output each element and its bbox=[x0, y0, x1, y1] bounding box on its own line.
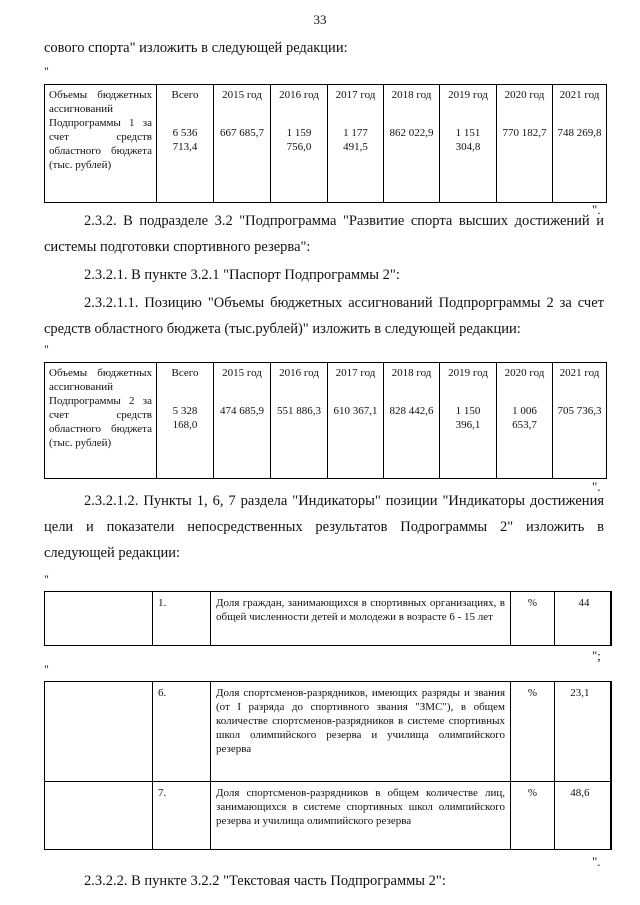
header-2016: 2016 год bbox=[279, 367, 319, 379]
value-2019: 1 150 396,1 bbox=[455, 405, 481, 431]
open-quote: " bbox=[44, 342, 49, 356]
close-quote-1: ". bbox=[592, 202, 601, 217]
table-row bbox=[45, 782, 611, 850]
value-2021: 705 736,3 bbox=[557, 405, 602, 417]
indicator-unit: % bbox=[511, 682, 555, 782]
budget-label-2: Объемы бюджетных ассигнований Подпрограммы 2 за счет средств областного бюджета (тыс. рублей) bbox=[45, 363, 157, 479]
paragraph-2-3-2: 2.3.2. В подразделе 3.2 "Подпрограмма "Развитие спорта высших достижений и системы подготовки спортивного резерва": bbox=[44, 213, 604, 255]
header-2019: 2019 год bbox=[448, 89, 488, 101]
paragraph-2-3-2-2: 2.3.2.2. В пункте 3.2.2 "Текстовая часть Подпрограммы 2": bbox=[84, 873, 446, 889]
budget-table-1 bbox=[44, 84, 607, 203]
open-quote: " bbox=[44, 662, 49, 676]
header-2017: 2017 год bbox=[335, 367, 376, 379]
header-2021: 2021 год bbox=[559, 367, 600, 379]
header-2020: 2020 год bbox=[504, 89, 545, 101]
value-2017: 1 177 491,5 bbox=[343, 127, 368, 153]
header-2015: 2015 год bbox=[222, 367, 262, 379]
value-2019: 1 151 304,8 bbox=[455, 127, 481, 153]
value-2016: 1 159 756,0 bbox=[286, 127, 312, 153]
value-2017: 610 367,1 bbox=[333, 405, 378, 417]
value-total: 6 536 713,4 bbox=[172, 127, 198, 153]
header-2016: 2016 год bbox=[279, 89, 319, 101]
value-2018: 862 022,9 bbox=[389, 127, 434, 139]
open-quote: " bbox=[44, 572, 49, 586]
paragraph-2-3-2-1: 2.3.2.1. В пункте 3.2.1 "Паспорт Подпрограммы 2": bbox=[84, 267, 400, 283]
indicator-text: Доля спортсменов-разрядников, имеющих разряды и звания (от I разряда до спортивного звания "ЗМС"), в общем количестве спортсменов-разрядников в системе спортивных школ олимпийского резерва и училища олимпийского резерва bbox=[211, 682, 511, 782]
paragraph-2-3-2-1-2: 2.3.2.1.2. Пункты 1, 6, 7 раздела "Индикаторы" позиции "Индикаторы достижения цели и показатели непосредственных результатов Подрограммы 2" изложить в следующей редакции: bbox=[44, 493, 604, 561]
value-2016: 551 886,3 bbox=[277, 405, 321, 417]
header-2015: 2015 год bbox=[222, 89, 262, 101]
indicator-unit: % bbox=[511, 782, 555, 850]
indicator-number: 1. bbox=[153, 592, 211, 646]
indicators-table-b bbox=[44, 681, 612, 850]
close-quote-4: ". bbox=[592, 854, 601, 869]
indicator-text: Доля граждан, занимающихся в спортивных организациях, в общей численности детей и молодежи в возрасте 6 - 15 лет bbox=[211, 592, 511, 646]
indicator-unit: % bbox=[511, 592, 555, 646]
budget-table-2 bbox=[44, 362, 607, 479]
header-2020: 2020 год bbox=[504, 367, 545, 379]
header-2018: 2018 год bbox=[391, 367, 432, 379]
open-quote: " bbox=[44, 64, 49, 78]
value-2018: 828 442,6 bbox=[389, 405, 434, 417]
intro-line: сового спорта" изложить в следующей редакции: bbox=[44, 40, 348, 56]
value-2015: 667 685,7 bbox=[220, 127, 264, 139]
header-2019: 2019 год bbox=[448, 367, 488, 379]
header-2017: 2017 год bbox=[335, 89, 376, 101]
budget-label-1: Объемы бюджетных ассигнований Подпрограммы 1 за счет средств областного бюджета (тыс. рублей) bbox=[45, 85, 157, 203]
indicator-value: 44 bbox=[555, 592, 611, 646]
indicator-number: 6. bbox=[153, 682, 211, 782]
paragraph-2-3-2-1-1: 2.3.2.1.1. Позицию "Объемы бюджетных ассигнований Подпрорграммы 2 за счет средств областного бюджета (тыс.рублей)" изложить в следующей редакции: bbox=[44, 295, 604, 337]
value-2020: 770 182,7 bbox=[502, 127, 547, 139]
header-2018: 2018 год bbox=[391, 89, 432, 101]
table-row bbox=[45, 682, 611, 782]
page-number: 33 bbox=[313, 12, 327, 27]
header-total: Всего bbox=[171, 89, 199, 101]
value-total: 5 328 168,0 bbox=[172, 405, 198, 431]
indicator-text: Доля спортсменов-разрядников в общем количестве лиц, занимающихся в системе спортивных школ олимпийского резерва и училища олимпийского резерва bbox=[211, 782, 511, 850]
value-2021: 748 269,8 bbox=[557, 127, 602, 139]
indicator-value: 48,6 bbox=[555, 782, 611, 850]
header-total: Всего bbox=[171, 367, 199, 379]
indicator-value: 23,1 bbox=[555, 682, 611, 782]
table-row bbox=[45, 592, 611, 646]
close-quote-2: ". bbox=[592, 479, 601, 494]
indicator-number: 7. bbox=[153, 782, 211, 850]
value-2020: 1 006 653,7 bbox=[512, 405, 537, 431]
indicators-table-a bbox=[44, 591, 612, 646]
close-quote-3: "; bbox=[592, 648, 601, 663]
value-2015: 474 685,9 bbox=[220, 405, 264, 417]
header-2021: 2021 год bbox=[559, 89, 600, 101]
